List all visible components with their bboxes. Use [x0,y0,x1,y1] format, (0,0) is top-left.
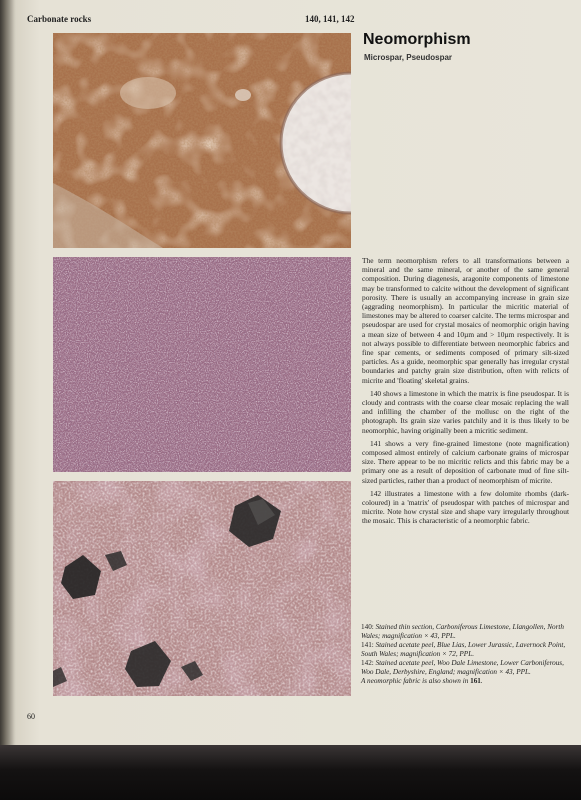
caption-140: 140: Stained thin section, Carboniferous Limestone, Llangollen, North Wales; magnification × 43, PPL. [361,623,564,640]
figure-reference-link[interactable]: 161 [470,677,481,685]
section-title: Neomorphism [363,31,471,48]
paragraph-140: 140 shows a limestone in which the matrix is fine pseudospar. It is cloudy and contrasts with the coarse clear mosaic replacing the wall and infilling the chamber of the mollusc on the right of the photograph. Its grain size varies patchily and it is thus likely to be neomorphic, having originally been a micritic sediment. [362,388,569,435]
paragraph-142: 142 illustrates a limestone with a few dolomite rhombs (dark-coloured) in a 'matrix' of pseudospar with patches of microspar and micrite. Note how crystal size and shape vary irregularly throughout the mosaic. This is characteristic of a neomorphic fabric. [362,488,569,526]
page-number: 60 [27,712,35,721]
running-header-figures: 140, 141, 142 [305,14,355,24]
background-below-page [0,745,581,800]
micrograph-140 [53,33,351,248]
cross-reference-note: A neomorphic fabric is also shown in 161. [361,677,483,685]
paragraph-141: 141 shows a very fine-grained limestone (note magnification) composed almost entirely of calcium carbonate grains of microspar size. There appear to be no micritic relicts and this fabric may be a primary one as a result of deposition of carbonate mud of fine silt-sized particles, rather than a product of neomorphism of micrite. [362,438,569,485]
figure-captions [361,623,569,686]
section-subtitle: Microspar, Pseudospar [364,53,453,62]
micrograph-142 [53,481,351,696]
running-header-section: Carbonate rocks [27,14,92,24]
body-text [362,256,569,530]
caption-141: 141: Stained acetate peel, Blue Lias, Lower Jurassic, Lavernock Point, South Wales; magnification × 72, PPL. [361,641,566,658]
paragraph-intro: The term neomorphism refers to all transformations between a mineral and the same mineral, or another of the same general composition. During diagenesis, aragonite components of limestone may be transformed to calcite without the development of significant porosity. There is usually an accompanying increase in grain size (aggrading neomorphism). In particular the micritic material of limestones may be altered to coarser calcite. The terms microspar and pseudospar are used for crystal mosaics of neomorphic origin having a mean size of between 4 and 10µm and > 10µm respectively. It is not always possible to differentiate between neomorphic fabrics and fine spar cements, or sediments composed of primary silt-sized particles. As a guide, neomorphic spar generally has irregular crystal boundaries and patchy grain size distribution, often with relicts of micrite and 'floating' skeletal grains. [362,256,569,385]
gutter-shadow [0,0,16,745]
micrograph-141 [53,257,351,472]
caption-142: 142: Stained acetate peel, Woo Dale Limestone, Lower Carboniferous, Woo Dale, Derbyshire, England; magnification × 43, PPL. [361,659,564,676]
